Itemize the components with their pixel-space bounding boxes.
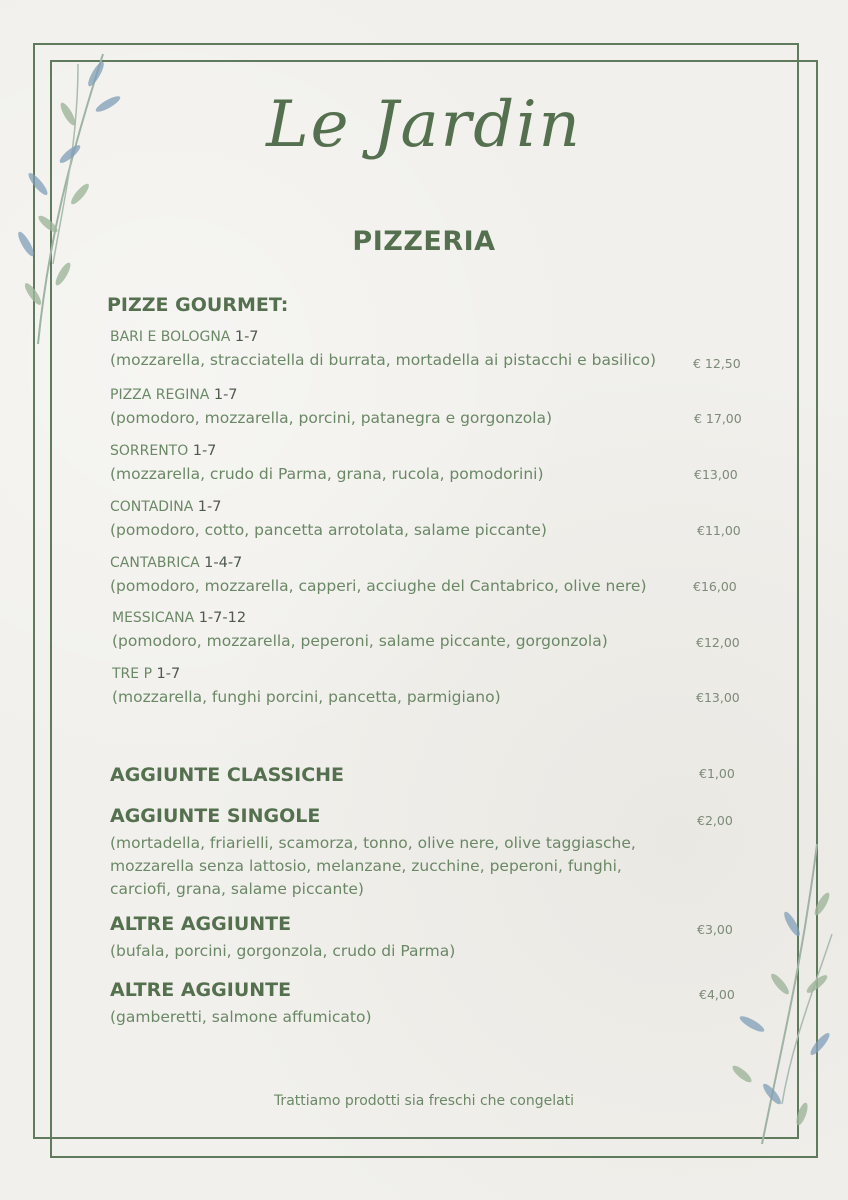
- item-price: € 12,50: [693, 356, 741, 371]
- item-price: € 17,00: [694, 411, 742, 426]
- page-title: PIZZERIA: [352, 226, 496, 257]
- item-description: (pomodoro, cotto, pancetta arrotolata, salame piccante): [110, 521, 547, 539]
- menu-item: [110, 499, 547, 539]
- addon-description: [110, 940, 455, 963]
- item-price: €16,00: [693, 579, 737, 594]
- menu-item: [110, 443, 544, 483]
- item-name: MESSICANA: [112, 610, 195, 626]
- footer-note: Trattiamo prodotti sia freschi che congelati: [273, 1093, 575, 1109]
- item-name: BARI E BOLOGNA: [110, 329, 231, 345]
- item-name: CANTABRICA: [110, 555, 200, 571]
- section-title: PIZZE GOURMET:: [107, 294, 289, 316]
- addon-description-line: (bufala, porcini, gorgonzola, crudo di Parma): [110, 942, 456, 960]
- addon-description-line: carciofi, grana, salame piccante): [110, 880, 364, 898]
- addon-price: €1,00: [699, 766, 735, 781]
- item-name: SORRENTO: [110, 443, 189, 459]
- allergen-codes: 1-7: [192, 443, 217, 459]
- addon-description-line: mozzarella senza lattosio, melanzane, zucchine, peperoni, funghi,: [110, 857, 622, 875]
- allergen-codes: 1-7-12: [198, 610, 247, 626]
- menu-item: [112, 610, 608, 650]
- item-price: €13,00: [694, 467, 738, 482]
- item-description: (mozzarella, stracciatella di burrata, mortadella ai pistacchi e basilico): [110, 351, 657, 369]
- allergen-codes: 1-7: [156, 666, 181, 682]
- item-description: (pomodoro, mozzarella, porcini, patanegra e gorgonzola): [110, 409, 553, 427]
- item-price: €13,00: [696, 690, 740, 705]
- addon-price: €3,00: [697, 922, 733, 937]
- item-price: €12,00: [696, 635, 740, 650]
- addon-description: [110, 1006, 372, 1029]
- item-description: (mozzarella, funghi porcini, pancetta, parmigiano): [112, 688, 501, 706]
- item-description: (pomodoro, mozzarella, capperi, acciughe del Cantabrico, olive nere): [110, 577, 647, 595]
- addon-description: [110, 832, 636, 901]
- addon-price: €2,00: [697, 813, 733, 828]
- brand-logo: Le Jardin: [266, 88, 582, 162]
- addon-description-line: (mortadella, friarielli, scamorza, tonno, olive nere, olive taggiasche,: [110, 834, 636, 852]
- menu-item: [110, 329, 656, 369]
- addon-title: ALTRE AGGIUNTE: [110, 979, 292, 1001]
- allergen-codes: 1-7: [197, 499, 222, 515]
- item-name: TRE P: [112, 666, 153, 682]
- menu-item: [112, 666, 501, 706]
- addon-price: €4,00: [699, 987, 735, 1002]
- allergen-codes: 1-7: [234, 329, 259, 345]
- item-price: €11,00: [697, 523, 741, 538]
- item-name: CONTADINA: [110, 499, 194, 515]
- addon-description-line: (gamberetti, salmone affumicato): [110, 1008, 372, 1026]
- addon-title: AGGIUNTE SINGOLE: [110, 805, 321, 827]
- item-description: (pomodoro, mozzarella, peperoni, salame piccante, gorgonzola): [112, 632, 608, 650]
- allergen-codes: 1-7: [213, 387, 238, 403]
- addon-title: AGGIUNTE CLASSICHE: [110, 764, 345, 786]
- allergen-codes: 1-4-7: [204, 555, 243, 571]
- item-name: PIZZA REGINA: [110, 387, 210, 403]
- addon-title: ALTRE AGGIUNTE: [110, 913, 292, 935]
- item-description: (mozzarella, crudo di Parma, grana, rucola, pomodorini): [110, 465, 544, 483]
- menu-item: [110, 555, 647, 595]
- menu-item: [110, 387, 552, 427]
